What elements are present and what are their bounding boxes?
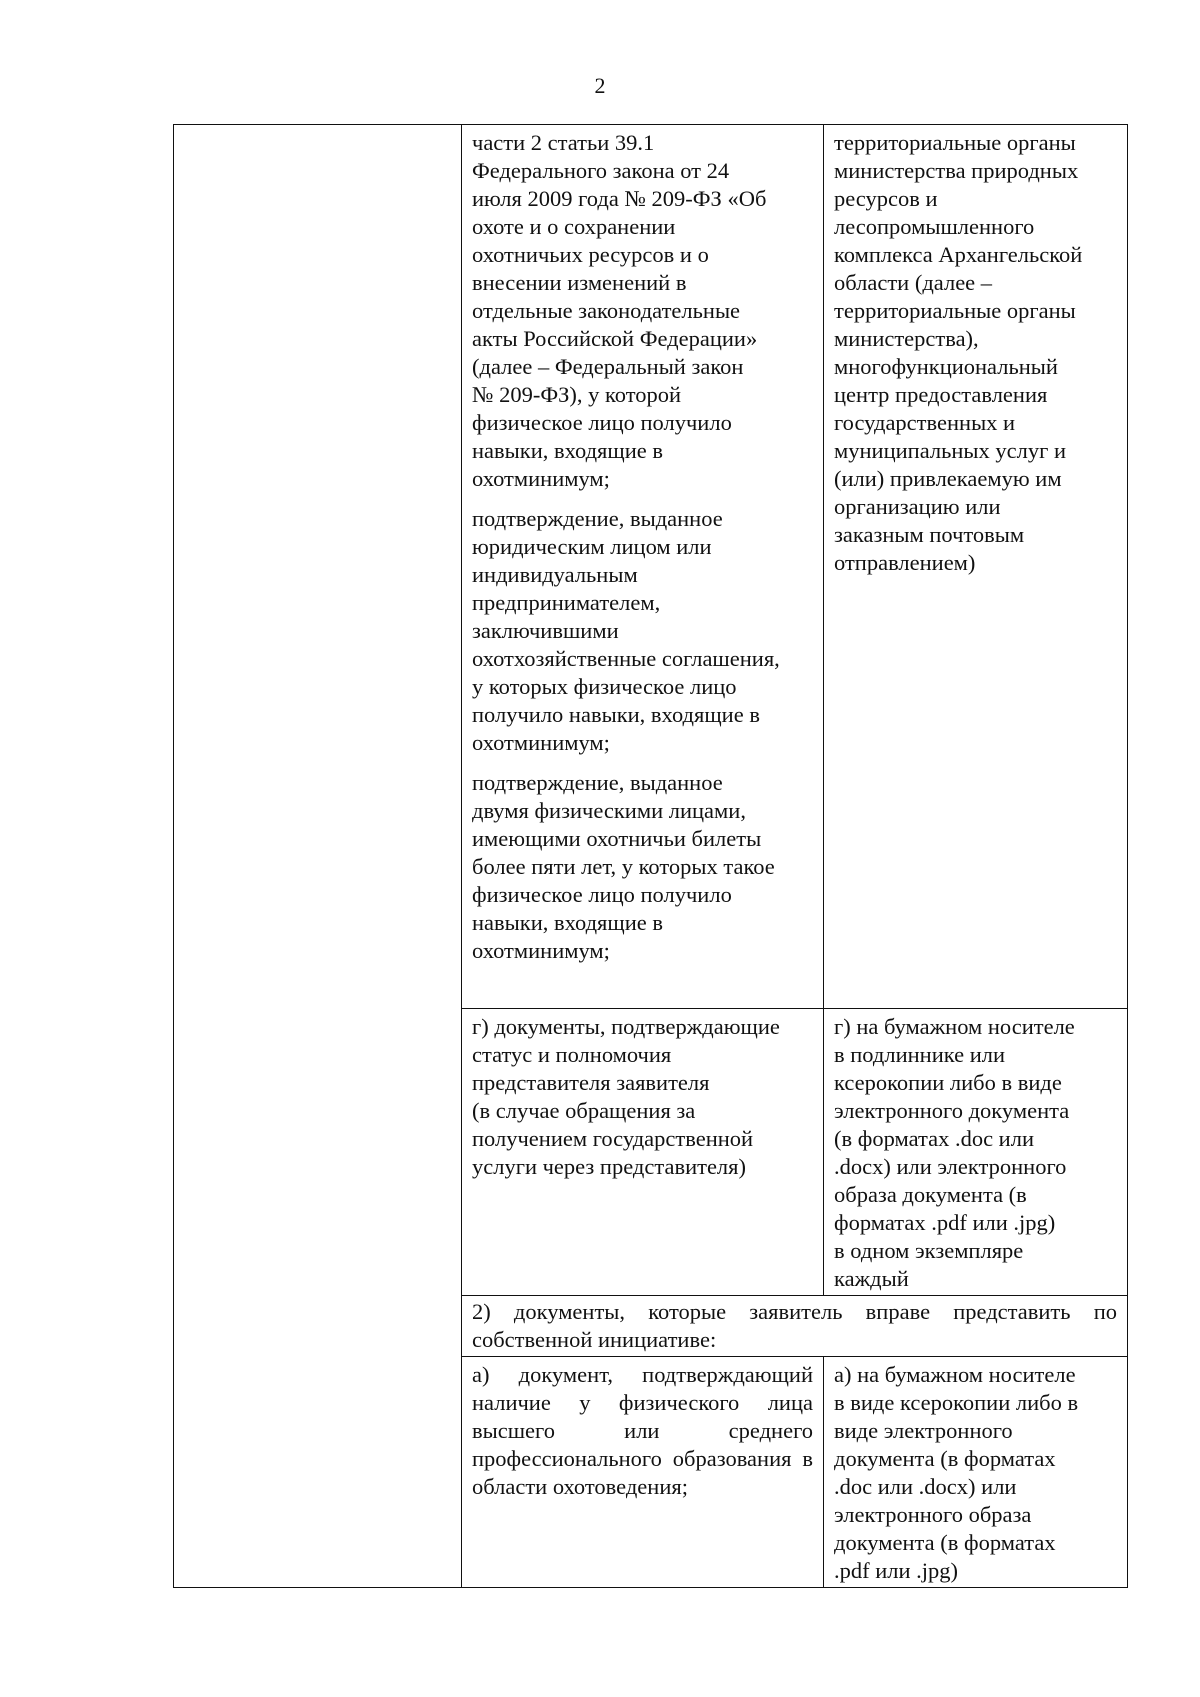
- section-heading-text: 2) документы, которые заявитель вправе представить по собственной инициативе:: [472, 1299, 1117, 1352]
- requirement-paragraph: подтверждение, выданное двумя физическими лицами, имеющими охотничьи билеты более пяти лет, у которых такое физическое лицо получило навыки, входящие в охотминимум;: [472, 770, 775, 963]
- education-document-text: а) документ, подтверждающий наличие у физического лица высшего или среднего профессионального образования в области охотоведения;: [472, 1362, 813, 1499]
- submission-method-text: территориальные органы министерства природных ресурсов и лесопромышленного комплекса Архангельской области (далее – территориальные органы министерства), многофункциональный центр предоставления государственных и муниципальных услуг и (или) привлекаемую им организацию или заказным почтовым отправлением): [834, 130, 1083, 575]
- submission-method-cell: [824, 1357, 1128, 1588]
- requirement-paragraph: части 2 статьи 39.1 Федерального закона от 24 июля 2009 года № 209-ФЗ «Об охоте и о сохранении охотничьих ресурсов и о внесении изменений в отдельные законодательные акты Российской Федерации» (далее – Федеральный закон № 209-ФЗ), у которой физическое лицо получило навыки, входящие в охотминимум;: [472, 130, 767, 491]
- documents-list-cell: [462, 125, 824, 1009]
- submission-method-text: а) на бумажном носителе в виде ксерокопии либо в виде электронного документа (в форматах .doc или .docx) или электронного образа документа (в форматах .pdf или .jpg): [834, 1362, 1079, 1583]
- empty-first-column-cell: [174, 125, 462, 1588]
- requirement-paragraph: подтверждение, выданное юридическим лицом или индивидуальным предпринимателем, заключившими охотхозяйственные соглашения, у которых физическое лицо получило навыки, входящие в охотминимум;: [472, 506, 780, 755]
- representative-documents-text: г) документы, подтверждающие статус и полномочия представителя заявителя (в случае обращения за получением государственной услуги через представителя): [472, 1014, 780, 1179]
- document-table: [173, 124, 1128, 1588]
- submission-method-cell: [824, 1009, 1128, 1296]
- page-number: 2: [594, 73, 606, 98]
- table-row: [174, 125, 1128, 1009]
- documents-list-cell: [462, 1357, 824, 1588]
- submission-method-text: г) на бумажном носителе в подлиннике или ксерокопии либо в виде электронного документа (в форматах .doc или .docx) или электронного образа документа (в форматах .pdf или .jpg) в одном экземпляре каждый: [834, 1014, 1075, 1291]
- submission-method-cell: [824, 125, 1128, 1009]
- documents-list-cell: [462, 1009, 824, 1296]
- section-heading-cell: [462, 1296, 1128, 1357]
